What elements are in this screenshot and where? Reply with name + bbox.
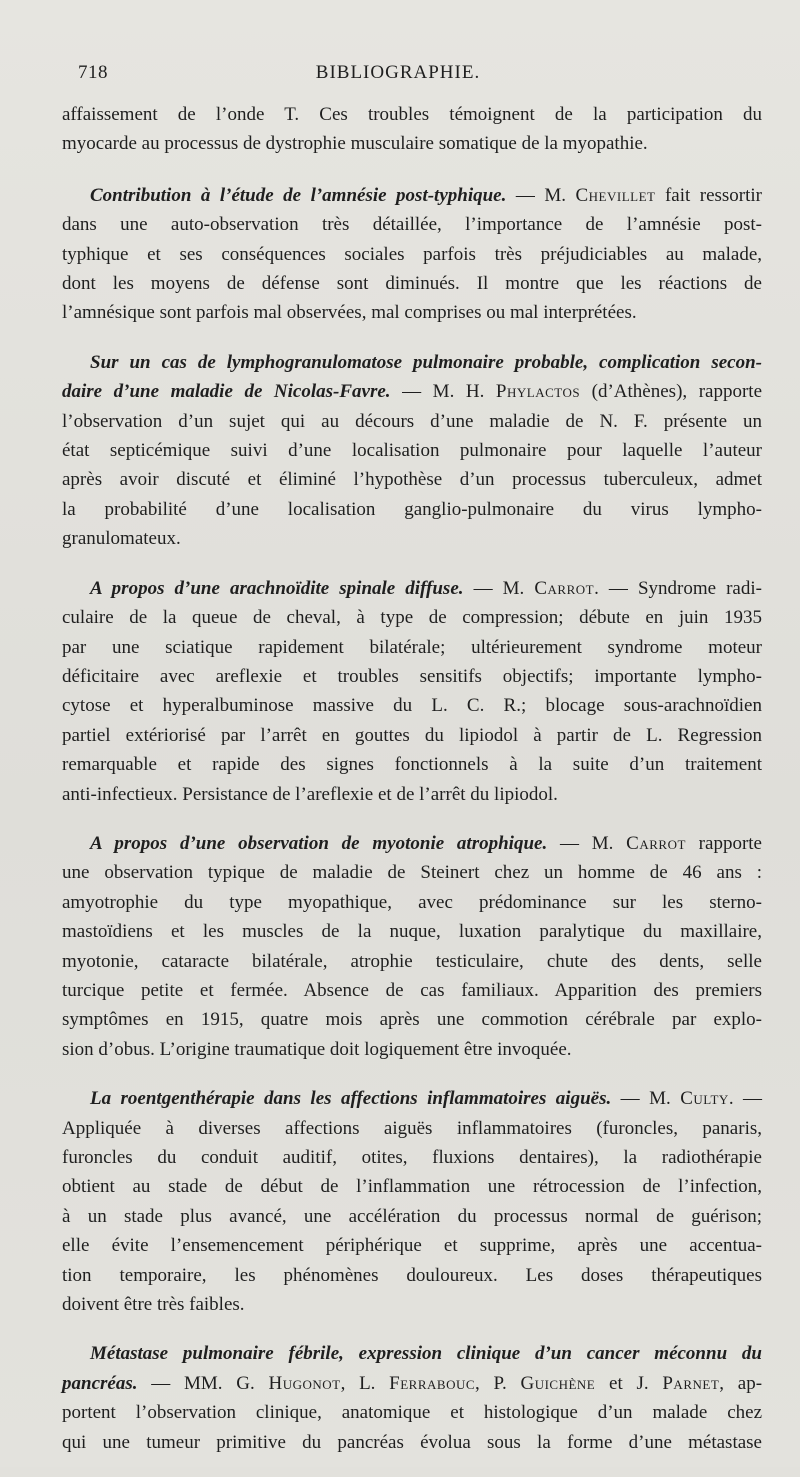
bibliography-entry <box>62 348 762 554</box>
text-line: tion temporaire, les phénomènes douloureux. Les doses thérapeutiques <box>62 1264 762 1286</box>
text-line: sion d’obus. L’origine traumatique doit logiquement être invoquée. <box>62 1038 572 1060</box>
line-rest: , ap- <box>719 1372 763 1394</box>
entry-title-line <box>62 1369 762 1398</box>
text-line: portent l’observation clinique, anatomique et histologique d’un malade chez <box>62 1402 762 1424</box>
entry-first-line <box>62 1084 762 1113</box>
bibliography-entry <box>62 181 762 328</box>
text-line: partiel extériorisé par l’arrêt en gouttes du lipiodol à partir de L. Regression <box>62 724 762 746</box>
text-line: dont les moyens de défense sont diminués. Il montre que les réactions de <box>62 273 762 295</box>
text-line: anti-infectieux. Persistance de l’areflexie et de l’arrêt du lipiodol. <box>62 783 558 805</box>
text-line: elle évite l’ensemencement périphérique et supprime, après une accentua- <box>62 1235 762 1257</box>
author-name: Carrot <box>534 577 595 599</box>
author-name: Culty <box>680 1088 729 1110</box>
entry-first-line <box>62 181 762 210</box>
entry-first-line <box>62 574 762 603</box>
text-line: l’amnésique sont parfois mal observées, mal comprises ou mal interprétées. <box>62 302 637 324</box>
bibliography-entry <box>62 1084 762 1319</box>
page-number: 718 <box>78 62 108 83</box>
bibliography-text <box>62 100 762 1477</box>
line-rest: . — <box>728 1088 763 1110</box>
entry-title: daire d’une maladie de Nicolas-Favre. <box>62 381 391 403</box>
author-name: Carrot <box>626 832 686 854</box>
line-rest: rapporte <box>685 832 762 854</box>
text-line: par une sciatique rapidement bilatérale; ultérieurement syndrome moteur <box>62 636 762 658</box>
entry-title: Sur un cas de lymphogranulomatose pulmonaire probable, complication secon- <box>90 351 762 373</box>
text-line: mastoïdiens et les muscles de la nuque, luxation paralytique du maxillaire, <box>62 921 762 943</box>
author-name: Parnet <box>662 1372 720 1394</box>
text-line: Appliquée à diverses affections aiguës inflammatoires (furoncles, panaris, <box>62 1117 762 1139</box>
text-line: amyotrophie du type myopathique, avec prédominance sur les sterno- <box>62 891 762 913</box>
author-name: Guichène <box>520 1372 596 1394</box>
text-line: furoncles du conduit auditif, otites, fluxions dentaires), la radiothérapie <box>62 1147 762 1168</box>
entry-title: pancréas. <box>62 1372 138 1394</box>
entry-title: A propos d’une arachnoïdite spinale diffuse. <box>90 577 464 599</box>
text-line: l’observation d’un sujet qui au décours d’une maladie de N. F. présente un <box>62 410 762 432</box>
text-line: myocarde au processus de dystrophie musculaire somatique de la myopathie. <box>62 133 648 155</box>
text-line: à un stade plus avancé, une accélération du processus normal de guérison; <box>62 1205 762 1227</box>
text-line: turcique petite et fermée. Absence de cas familiaux. Apparition des premiers <box>62 979 762 1001</box>
bibliography-entry <box>62 1339 762 1457</box>
text-line: culaire de la queue de cheval, à type de compression; débute en juin 1935 <box>62 607 762 629</box>
text-line: symptômes en 1915, quatre mois après une commotion cérébrale par explo- <box>62 1009 762 1031</box>
author-prefix: — M. <box>611 1088 681 1110</box>
author-separator: , P. <box>475 1372 521 1394</box>
text-line: obtient au stade de début de l’inflammation une rétrocession de l’infection, <box>62 1176 762 1198</box>
bibliography-entry <box>62 829 762 1064</box>
entry-title-line <box>62 377 762 406</box>
author-prefix: — M. <box>463 577 535 599</box>
text-line: doivent être très faibles. <box>62 1294 245 1316</box>
text-line: affaissement de l’onde T. Ces troubles témoignent de la participation du <box>62 104 762 125</box>
text-line: typhique et ses conséquences sociales parfois très préjudiciables au malade, <box>62 243 762 265</box>
running-title: BIBLIOGRAPHIE. <box>315 62 481 83</box>
text-line: après avoir discuté et éliminé l’hypothèse d’un processus tuberculeux, admet <box>62 469 762 491</box>
entry-first-line <box>62 829 762 858</box>
text-line: déficitaire avec areflexie et troubles sensitifs objectifs; importante lympho- <box>62 665 762 687</box>
text-line: une observation typique de maladie de Steinert chez un homme de 46 ans : <box>62 862 762 884</box>
text-line: remarquable et rapide des signes fonctionnels à la suite d’un traitement <box>62 754 762 776</box>
text-line: la probabilité d’une localisation ganglio-pulmonaire du virus lympho- <box>62 498 762 520</box>
text-line: état septicémique suivi d’une localisation pulmonaire pour laquelle l’auteur <box>62 440 762 462</box>
author-name: Ferrabouc <box>389 1372 476 1394</box>
paragraph-continuation <box>62 100 762 159</box>
entry-title: La roentgenthérapie dans les affections inflammatoires aiguës. <box>90 1088 612 1110</box>
text-line: qui une tumeur primitive du pancréas évolua sous la forme d’une métastase <box>62 1431 762 1453</box>
author-prefix: — M. H. <box>390 381 496 403</box>
text-line: myotonie, cataracte bilatérale, atrophie testiculaire, chute des dents, selle <box>62 950 762 972</box>
author-name: Chevillet <box>575 184 656 206</box>
entry-title: Métastase pulmonaire fébrile, expression clinique d’un cancer méconnu du <box>90 1343 762 1365</box>
author-name: Phylactos <box>495 381 581 403</box>
author-name: Hugonot <box>268 1372 341 1394</box>
text-line: granulomateux. <box>62 528 181 550</box>
line-rest: . — Syndrome radi- <box>594 577 762 599</box>
text-line: dans une auto-observation très détaillée, l’importance de l’amnésie post- <box>62 214 762 236</box>
entry-title: Contribution à l’étude de l’amnésie post-typhique. <box>90 184 507 206</box>
author-prefix: — MM. G. <box>137 1372 269 1394</box>
bibliography-entry <box>62 574 762 809</box>
entry-title: A propos d’une observation de myotonie atrophique. <box>90 832 548 854</box>
author-prefix: — M. <box>506 184 576 206</box>
author-prefix: — M. <box>547 832 627 854</box>
author-separator: et J. <box>595 1372 663 1394</box>
line-rest: (d’Athènes), rapporte <box>580 381 763 403</box>
text-line: cytose et hyperalbuminose massive du L. C. R.; blocage sous-arachnoïdien <box>62 695 762 717</box>
author-separator: , L. <box>340 1372 390 1394</box>
line-rest: fait ressortir <box>655 184 762 206</box>
